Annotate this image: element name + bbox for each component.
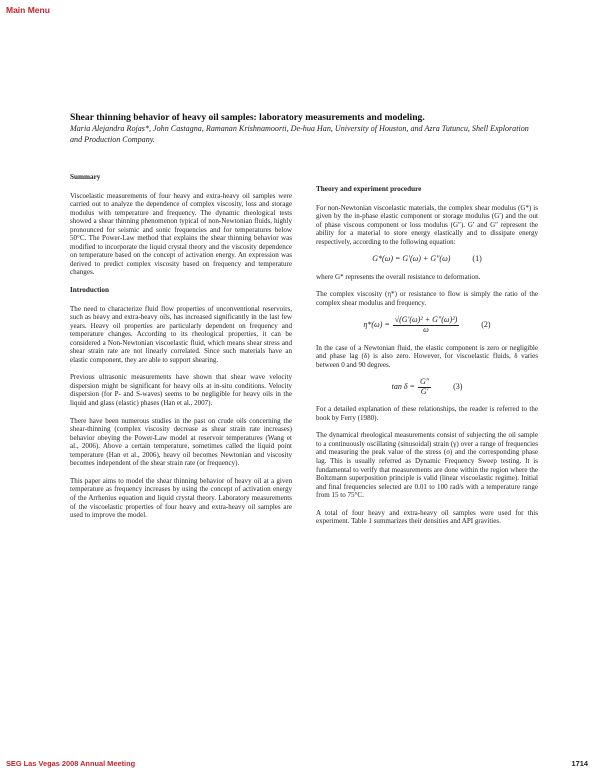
theory-paragraph-7: A total of four heavy and extra-heavy oil samples were used for this experiment. Table 1 summarizes their densities and API gravities.	[316, 508, 538, 526]
equation-3-denominator: G′	[420, 386, 429, 396]
equation-2	[316, 316, 538, 334]
theory-paragraph-1: For non-Newtonian viscoelastic materials, the complex shear modulus (G*) is given by the in-phase elastic component or storage modulus (G′) and the out of phase viscous component or loss modulus (G″). G′ and G″ represent the ability for a material to store energy elastically and to dissipate energy respectively, according to the following equation:	[316, 203, 538, 246]
paper-authors: Maria Alejandra Rojas*, John Castagna, Ramanan Krishnamoorti, De-hua Han, University of Houston, and Azra Tutuncu, Shell Exploration and Production Company.	[70, 124, 529, 144]
equation-2-number: (2)	[481, 320, 491, 330]
left-column	[70, 173, 292, 529]
equation-2-denominator: ω	[423, 325, 429, 335]
theory-paragraph-4: In the case of a Newtonian fluid, the elastic component is zero or negligible and phase lag (δ) is also zero. However, for viscoelastic fluids, δ varies between 0 and 90 degrees.	[316, 343, 538, 369]
equation-3-fraction	[418, 378, 431, 396]
theory-paragraph-2: where G* represents the overall resistance to deformation.	[316, 272, 481, 281]
equation-3-numerator: G″	[419, 377, 430, 387]
theory-paragraph-3: The complex viscosity (η*) or resistance to flow is simply the ratio of the complex shear modulus and frequency.	[316, 290, 538, 307]
equation-1-number: (1)	[472, 254, 482, 264]
right-column	[316, 185, 538, 535]
main-menu-link[interactable]: Main Menu	[6, 5, 50, 15]
theory-paragraph-6: The dynamical rheological measurements consist of subjecting the oil sample to a continuously oscillating (sinusoidal) strain (γ) over a range of frequencies and measuring the peak value of the stress (σ) and the corresponding phase lag. This is usually referred as Dynamic Frequency Sweep testing. It is fundamental to verify that measurements are done within the region where the Boltzmann superposition principle is valid (linear viscoelastic regime). Initial and final frequencies selected are 0.01 to 100 rad/s with a temperature range from 15 to 75°C.	[316, 431, 538, 500]
paper-title: Shear thinning behavior of heavy oil samples: laboratory measurements and modeling.	[70, 112, 425, 123]
summary-heading: Summary	[70, 173, 101, 181]
equation-3-number: (3)	[453, 381, 463, 391]
equation-2-lhs: η*(ω) =	[363, 320, 390, 330]
equation-1-expression: G*(ω) = G′(ω) + G″(ω)	[372, 254, 451, 264]
equation-1	[316, 255, 538, 264]
footer-meeting-link[interactable]: SEG Las Vegas 2008 Annual Meeting	[6, 759, 136, 768]
theory-heading: Theory and experiment procedure	[316, 185, 422, 193]
page-number: 1714	[571, 759, 588, 768]
theory-paragraph-5: For a detailed explanation of these relationships, the reader is referred to the book by Ferry (1980).	[316, 405, 538, 422]
intro-paragraph-1: The need to characterize fluid flow properties of unconventional reservoirs, such as heavy and extra-heavy oils, has increased significantly in the last few years. Heavy oil properties are particularly dependent on frequency and temperature changes. According to its rheological properties, it can be considered a Non-Newtonian viscoelastic fluid, which means shear stress and shear strain rate are not linearly correlated. Since such materials have an elastic component, they are able to support shearing.	[70, 304, 292, 364]
introduction-heading: Introduction	[70, 286, 110, 295]
equation-3-lhs: tan δ =	[391, 381, 415, 391]
intro-paragraph-3: There have been numerous studies in the past on crude oils concerning the shear-thinning (complex viscosity decrease as shear strain rate increases) behavior obeying the Power-Law model at reservoir temperatures (Wang et al., 2006). Above a certain temperature, sometimes called the liquid point temperature (Han et al., 2006), heavy oil becomes Newtonian and viscosity becomes independent of the shear strain rate (or frequency).	[70, 416, 292, 468]
summary-text: Viscoelastic measurements of four heavy and extra-heavy oil samples were carried out to analyze the dependence of complex viscosity, loss and storage modulus with temperature and frequency. The dynamic rheological tests showed a shear thinning phenomenon typical of non-Newtonian fluids, highly pronounced for seismic and sonic frequencies and for temperatures below 50°C. The Power-Law method that explains the shear thinning behavior was modified to incorporate the liquid crystal theory and the viscosity dependence on temperature based on the concept of activation energy. An expression was derived to predict complex viscosity based on frequency and temperature changes.	[70, 191, 292, 277]
equation-3	[316, 378, 538, 396]
equation-2-numerator: √(G′(ω)² + G″(ω)²)	[394, 315, 458, 325]
intro-paragraph-4: This paper aims to model the shear thinning behavior of heavy oil at a given temperature as frequency increases by using the concept of activation energy of the Arrhenius equation and liquid crystal theory. Laboratory measurements of the viscoelastic properties of four heavy and extra-heavy oil samples are used to improve the model.	[70, 476, 292, 520]
paper-header	[70, 112, 540, 145]
intro-paragraph-2: Previous ultrasonic measurements have shown that shear wave velocity dispersion might be significant for heavy oils at in-situ conditions. Velocity dispersion (for P- and S-waves) seems to be negligible for heavy oils in the liquid and glass (elastic) phases (Han et al., 2007).	[70, 373, 292, 408]
equation-2-fraction	[393, 316, 460, 334]
